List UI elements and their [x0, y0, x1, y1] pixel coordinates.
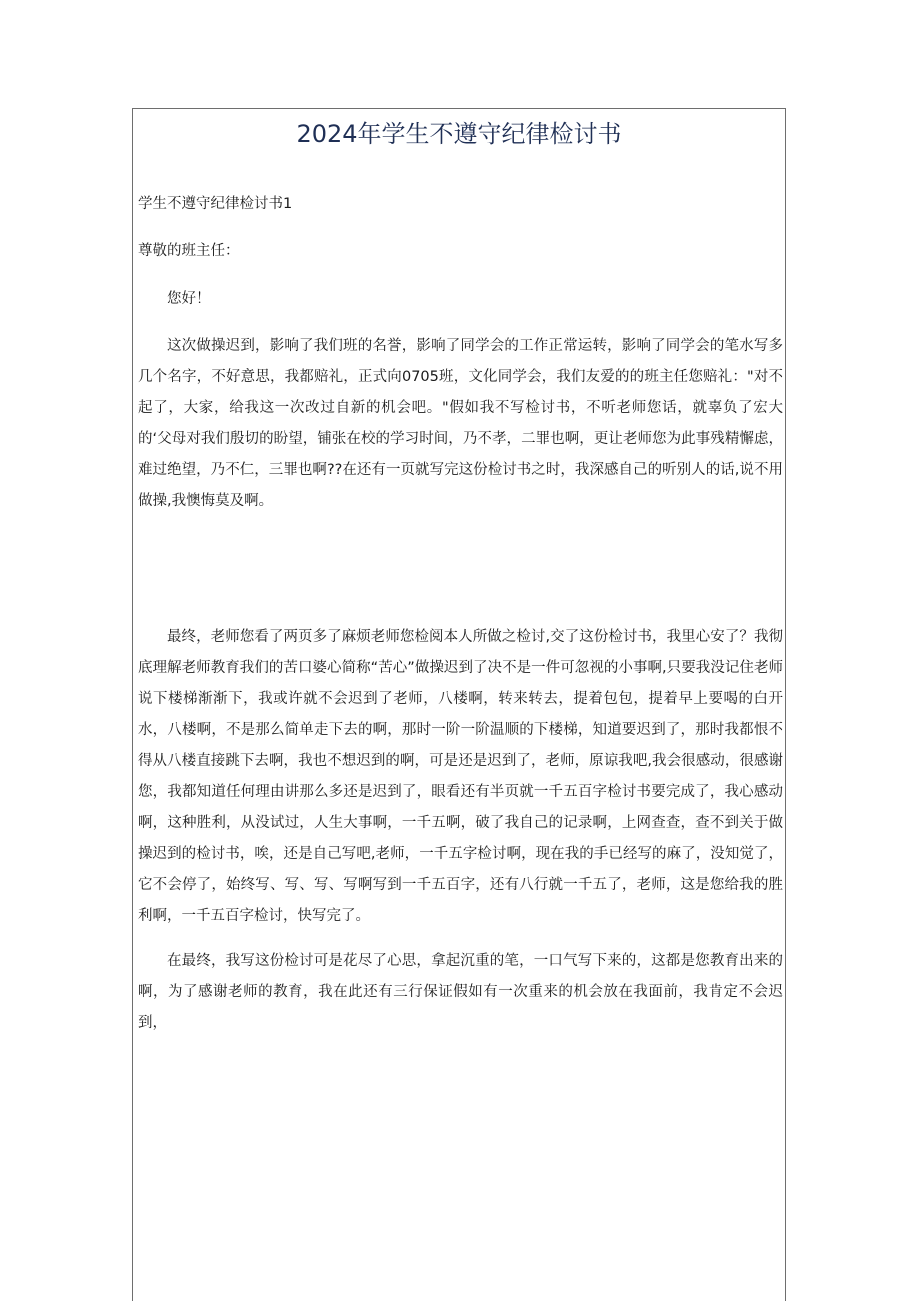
paragraph-3: 在最终，我写这份检讨可是花尽了心思，拿起沉重的笔，一口气写下来的，这都是您教育出来的啊，为了感谢老师的教育，我在此还有三行保证假如有一次重来的机会放在我面前，我肯定不会迟到，	[138, 953, 783, 1031]
paragraph-1: 这次做操迟到，影响了我们班的名誉，影响了同学会的工作正常运转，影响了同学会的笔水写多几个名字，不好意思，我都赔礼，正式向0705班，文化同学会，我们友爱的的班主任您赔礼："对不起了，大家，给我这一次改过自新的机会吧。"假如我不写检讨书，不听老师您话，就辜负了宏大的‘父母对我们殷切的盼望，铺张在校的学习时间，乃不孝，二罪也啊，更让老师您为此事残精懈虑，难过绝望，乃不仁，三罪也啊??在还有一页就写完这份检讨书之时，我深感自己的听别人的话,说不用做操,我懊悔莫及啊。	[138, 338, 783, 509]
salutation: 尊敬的班主任：	[138, 243, 240, 259]
greeting: 您好！	[167, 291, 211, 307]
paragraph-2: 最终，老师您看了两页多了麻烦老师您检阅本人所做之检讨,交了这份检讨书，我里心安了？我彻底理解老师教育我们的苦口婆心简称“苦心”做操迟到了决不是一件可忽视的小事啊,只要我没记住老师说下楼梯渐渐下，我或许就不会迟到了老师，八楼啊，转来转去，提着包包，提着早上要喝的白开水，八楼啊，不是那么简单走下去的啊，那时一阶一阶温顺的下楼梯，知道要迟到了，那时我都恨不得从八楼直接跳下去啊，我也不想迟到的啊，可是还是迟到了，老师，原谅我吧,我会很感动，很感谢您，我都知道任何理由讲那么多还是迟到了，眼看还有半页就一千五百字检讨书要完成了，我心感动啊，这种胜利，从没试过，人生大事啊，一千五啊，破了我自己的记录啊，上网查查，查不到关于做操迟到的检讨书，唉，还是自己写吧,老师，一千五字检讨啊，现在我的手已经写的麻了，没知觉了，它不会停了，始终写、写、写、写啊写到一千五百字，还有八行就一千五了，老师，这是您给我的胜利啊，一千五百字检讨，快写完了。	[138, 629, 783, 924]
document-subtitle: 学生不遵守纪律检讨书1	[138, 196, 293, 212]
document-title: 2024年学生不遵守纪律检讨书	[296, 120, 622, 148]
